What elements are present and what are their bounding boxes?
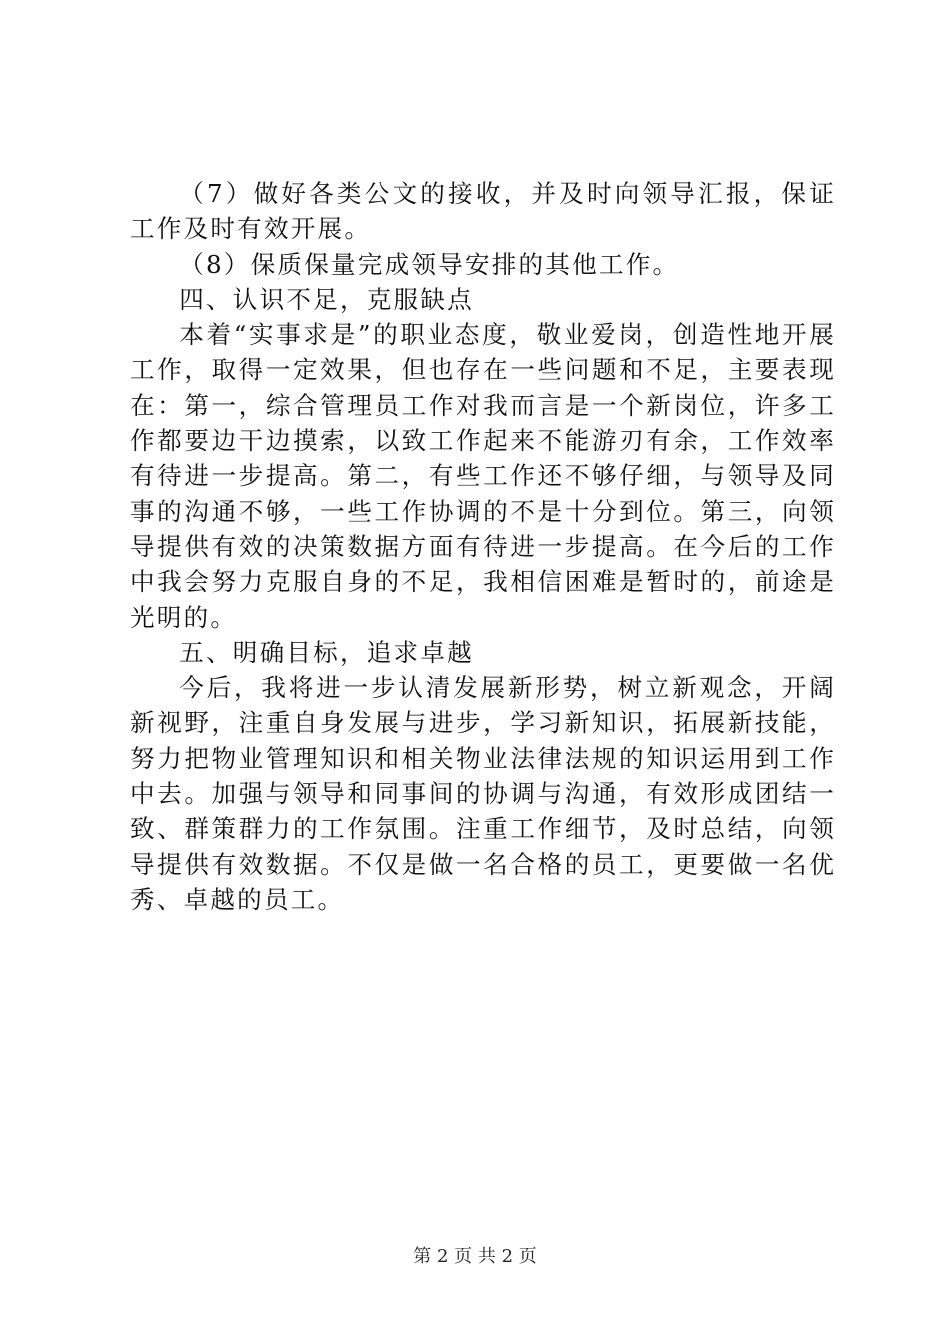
section-heading-4: 四、认识不足，克服缺点: [179, 284, 474, 314]
paragraph-item-7: （7）做好各类公文的接收，并及时向领导汇报，保证工作及时有效开展。: [130, 179, 836, 244]
paragraph-shortcomings: 本着“实事求是”的职业态度，敬业爱岗，创造性地开展工作，取得一定效果，但也存在一些问题和不足，主要表现在：第一，综合管理员工作对我而言是一个新岗位，许多工作都要边干边摸索，以致工作起来不能游刃有余，工作效率有待进一步提高。第二，有些工作还不够仔细，与领导及同事的沟通不够，一些工作协调的不是十分到位。第三，向领导提供有效的决策数据方面有待进一步提高。在今后的工作中我会努力克服自身的不足，我相信困难是暂时的，前途是光明的。: [130, 320, 836, 632]
section-heading-5: 五、明确目标，追求卓越: [179, 637, 474, 667]
paragraph-item-8: （8）保质保量完成领导安排的其他工作。: [179, 249, 680, 279]
document-body: [130, 176, 836, 917]
paragraph-goals: 今后，我将进一步认清发展新形势，树立新观念，开阔新视野，注重自身发展与进步，学习新知识，拓展新技能，努力把物业管理知识和相关物业法律法规的知识运用到工作中去。加强与领导和同事间的协调与沟通，有效形成团结一致、群策群力的工作氛围。注重工作细节，及时总结，向领导提供有效数据。不仅是做一名合格的员工，更要做一名优秀、卓越的员工。: [130, 673, 836, 914]
page-footer: 第 2 页 共 2 页: [413, 1246, 537, 1267]
